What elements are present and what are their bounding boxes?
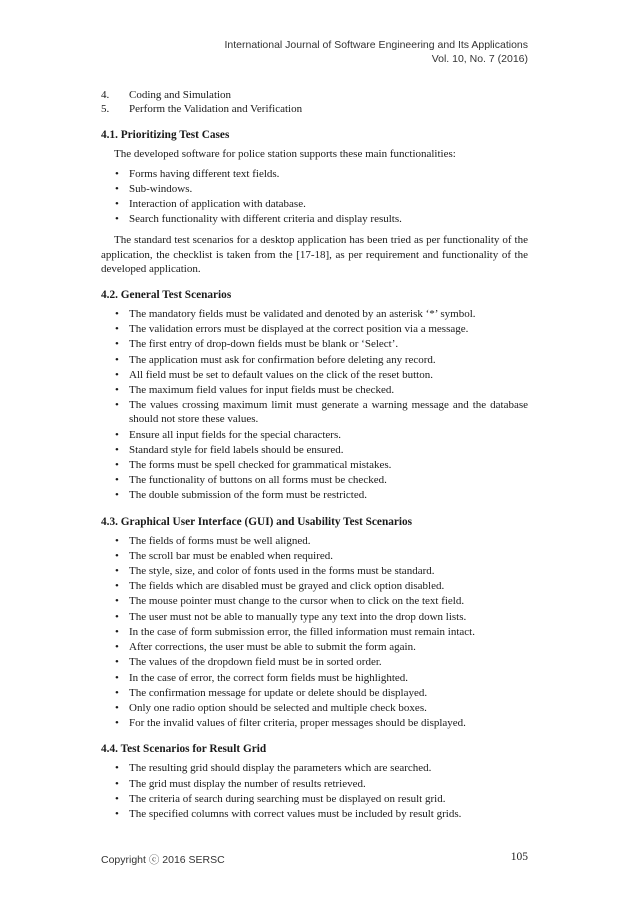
bullet-icon: • [115,353,119,366]
bullet-icon: • [115,549,119,562]
list-item [101,322,528,336]
bullet-icon: • [115,308,119,321]
list-item-text: Forms having different text fields. [129,167,280,180]
list-item [101,534,528,548]
bullet-icon: • [115,198,119,211]
list-item [101,337,528,351]
list-item-text: In the case of error, the correct form fields must be highlighted. [129,671,409,684]
list-item-text: After corrections, the user must be able to submit the form again. [129,641,416,654]
bullet-icon: • [115,399,119,412]
list-item-text: For the invalid values of filter criteria, proper messages should be displayed. [129,717,466,730]
list-item-text: Ensure all input fields for the special characters. [129,428,341,441]
list-item [101,807,528,821]
bullet-icon: • [115,625,119,638]
list-item [101,368,528,382]
list-item-text: The maximum field values for input fields must be checked. [129,384,395,397]
bullet-icon: • [115,701,119,714]
section-heading-4-4: 4.4. Test Scenarios for Result Grid [101,743,267,756]
bullet-icon: • [115,792,119,805]
bullet-icon: • [115,368,119,381]
bullet-list-4-1 [101,167,528,227]
list-item [101,488,528,502]
list-item [101,197,528,211]
bullet-icon: • [115,474,119,487]
bullet-icon: • [115,489,119,502]
list-item [101,701,528,715]
step-item [101,88,528,102]
list-item-text: Search functionality with different criteria and display results. [129,213,402,226]
list-item [101,564,528,578]
step-text: Perform the Validation and Verification [129,103,303,116]
list-item-text: The style, size, and color of fonts used in the forms must be standard. [129,565,435,578]
list-item-text: The double submission of the form must be restricted. [129,489,367,502]
list-item [101,398,528,426]
list-item [101,777,528,791]
bullet-icon: • [115,717,119,730]
bullet-list-4-4 [101,761,528,821]
list-item-text: The first entry of drop-down fields must be blank or ‘Select’. [129,338,399,351]
list-item [101,167,528,181]
list-item [101,307,528,321]
list-item [101,428,528,442]
list-item-text: In the case of form submission error, the filled information must remain intact. [129,625,475,638]
list-item [101,716,528,730]
page-number: 105 [510,851,528,863]
list-item-text: The mandatory fields must be validated and denoted by an asterisk ‘*’ symbol. [129,308,476,321]
bullet-icon: • [115,534,119,547]
bullet-icon: • [115,762,119,775]
bullet-icon: • [115,671,119,684]
section-heading-4-3: 4.3. Graphical User Interface (GUI) and Usability Test Scenarios [101,515,413,528]
list-item [101,640,528,654]
section-outro: The standard test scenarios for a desktop application has been tried as per functionality of the application, the checklist is taken from the [17-18], as per requirement and functionality of the developed application. [101,234,528,275]
page-body [101,88,528,828]
copyright-notice: Copyright ⓒ 2016 SERSC [101,854,225,866]
list-item-text: The values of the dropdown field must be in sorted order. [129,656,382,669]
bullet-icon: • [115,610,119,623]
list-item [101,655,528,669]
bullet-list-4-3 [101,534,528,731]
step-list [101,88,528,116]
list-item [101,353,528,367]
section-heading-4-1: 4.1. Prioritizing Test Cases [101,129,230,142]
list-item [101,671,528,685]
list-item [101,549,528,563]
bullet-icon: • [115,428,119,441]
list-item-text: Only one radio option should be selected and multiple check boxes. [129,701,427,714]
list-item-text: The confirmation message for update or delete should be displayed. [129,686,428,699]
journal-title: International Journal of Software Engineering and Its Applications [224,39,528,51]
bullet-icon: • [115,167,119,180]
step-text: Coding and Simulation [129,89,232,101]
bullet-icon: • [115,338,119,351]
section-heading-4-2: 4.2. General Test Scenarios [101,289,232,302]
journal-volume: Vol. 10, No. 7 (2016) [431,53,528,65]
list-item [101,383,528,397]
bullet-icon: • [115,595,119,608]
bullet-icon: • [115,443,119,456]
list-item-text: The mouse pointer must change to the cursor when to click on the text field. [129,595,465,608]
bullet-icon: • [115,580,119,593]
bullet-list-4-2 [101,307,528,503]
bullet-icon: • [115,656,119,669]
bullet-icon: • [115,807,119,820]
bullet-icon: • [115,777,119,790]
list-item [101,761,528,775]
list-item [101,792,528,806]
list-item-text: The validation errors must be displayed at the correct position via a message. [129,323,469,336]
list-item [101,579,528,593]
list-item-text: The resulting grid should display the parameters which are searched. [129,762,432,775]
list-item-text: The fields of forms must be well aligned. [129,534,311,547]
list-item [101,610,528,624]
list-item-text: The values crossing maximum limit must generate a warning message and the database should not store these values. [129,399,528,426]
list-item-text: Sub-windows. [129,182,193,195]
bullet-icon: • [115,565,119,578]
step-number: 5. [101,103,110,116]
bullet-icon: • [115,641,119,654]
list-item [101,594,528,608]
list-item [101,182,528,196]
list-item-text: The specified columns with correct values must be included by result grids. [129,807,462,820]
list-item [101,458,528,472]
list-item-text: The fields which are disabled must be grayed and click option disabled. [129,580,445,593]
step-number: 4. [101,89,110,101]
list-item-text: The scroll bar must be enabled when required. [129,549,334,562]
list-item-text: All field must be set to default values on the click of the reset button. [129,368,433,381]
list-item [101,473,528,487]
list-item-text: Interaction of application with database. [129,198,306,211]
list-item-text: The criteria of search during searching must be displayed on result grid. [129,792,446,805]
bullet-icon: • [115,182,119,195]
bullet-icon: • [115,384,119,397]
step-item [101,102,528,116]
bullet-icon: • [115,459,119,472]
list-item [101,625,528,639]
list-item-text: The application must ask for confirmation before deleting any record. [129,353,436,366]
list-item-text: The user must not be able to manually type any text into the drop down lists. [129,610,467,623]
running-header [224,38,528,66]
list-item [101,443,528,457]
bullet-icon: • [115,323,119,336]
list-item-text: The functionality of buttons on all forms must be checked. [129,474,387,487]
list-item [101,686,528,700]
list-item [101,212,528,226]
bullet-icon: • [115,686,119,699]
list-item-text: Standard style for field labels should be ensured. [129,443,344,456]
bullet-icon: • [115,213,119,226]
section-intro: The developed software for police station supports these main functionalities: [114,148,456,161]
list-item-text: The forms must be spell checked for grammatical mistakes. [129,459,392,472]
list-item-text: The grid must display the number of results retrieved. [129,777,366,790]
